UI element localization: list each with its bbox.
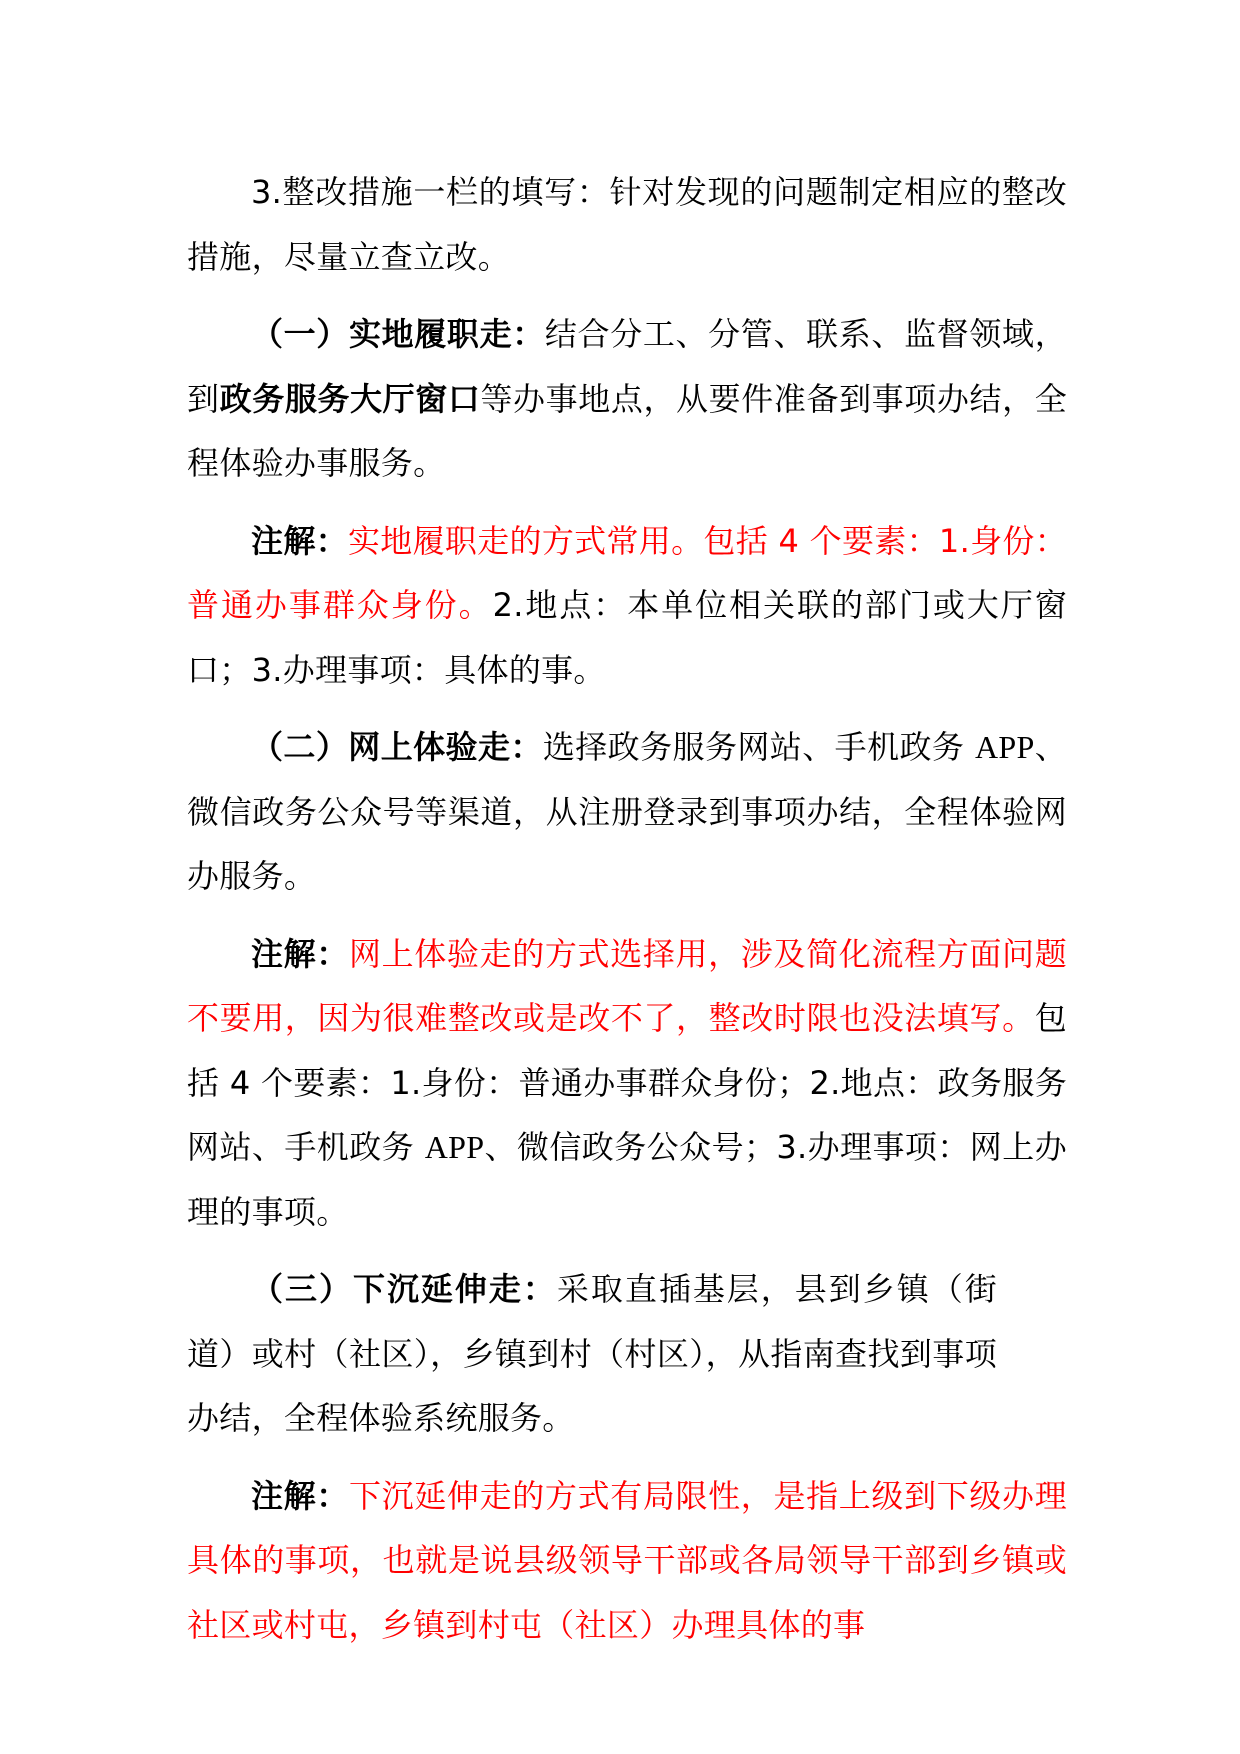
document-body [187, 160, 1067, 1670]
note-red-text: 下沉延伸走的方式有局限性，是指上级到下级办理具体的事项，也就是说县级领导干部或各局领导干部到乡镇或社区或村屯，乡镇到村屯（社区）办理具体的事 [187, 1476, 1067, 1644]
section-heading-online: （二）网上体验走： [251, 728, 543, 766]
paragraph-grassroots-extension [187, 1257, 997, 1451]
paragraph-text: 结合分工、分管、联系、监督领域，到 [187, 315, 1067, 418]
paragraph-text: 、微信政务公众号；3.办理事项：网上办理的事项。 [187, 1128, 1067, 1231]
note-red-text: 网上体验走的方式选择用，涉及简化流程方面问题不要用，因为很难整改或是改不了，整改时限也没法填写。 [187, 934, 1067, 1037]
paragraph-text: 2.地点：本单位相关联的部门或大厅窗口；3.办理事项：具体的事。 [187, 586, 1067, 689]
note-label: 注解： [251, 1476, 349, 1515]
paragraph-text: 采取直插基层，县到乡镇（街道）或村（社区），乡镇到村（村区），从指南查找到事项办结，全程体验系统服务。 [187, 1270, 997, 1437]
paragraph-text: 、微信政务公众号等渠道，从注册登录到事项办结，全程体验网办服务。 [187, 728, 1067, 895]
section-heading-onsite: （一）实地履职走： [251, 315, 545, 353]
paragraph-text: 包括 4 个要素：1.身份：普通办事群众身份；2.地点：政务服务网站、手机政务 [187, 999, 1067, 1166]
note-label: 注解： [251, 521, 348, 560]
app-text: APP [424, 1129, 485, 1165]
paragraph-onsite-visit [187, 302, 1067, 496]
paragraph-rectification-measures [187, 160, 1067, 289]
paragraph-onsite-note [187, 509, 1067, 703]
bold-place-text: 政务服务大厅窗口 [219, 379, 481, 418]
paragraph-text: 3.整改措施一栏的填写：针对发现的问题制定相应的整改措施，尽量立查立改。 [187, 173, 1067, 276]
paragraph-online-note [187, 922, 1067, 1245]
paragraph-text: 等办事地点，从要件准备到事项办结，全程体验办事服务。 [187, 379, 1067, 482]
note-red-text: 实地履职走的方式常用。包括 4 个要素：1.身份：普通办事群众身份。 [187, 521, 1067, 624]
note-label: 注解： [251, 934, 349, 973]
paragraph-online-experience [187, 715, 1067, 909]
app-text: APP [974, 729, 1035, 765]
paragraph-text: 选择政务服务网站、手机政务 [542, 728, 975, 766]
section-heading-grassroots: （三）下沉延伸走： [251, 1270, 557, 1308]
paragraph-grassroots-note [187, 1464, 1067, 1658]
